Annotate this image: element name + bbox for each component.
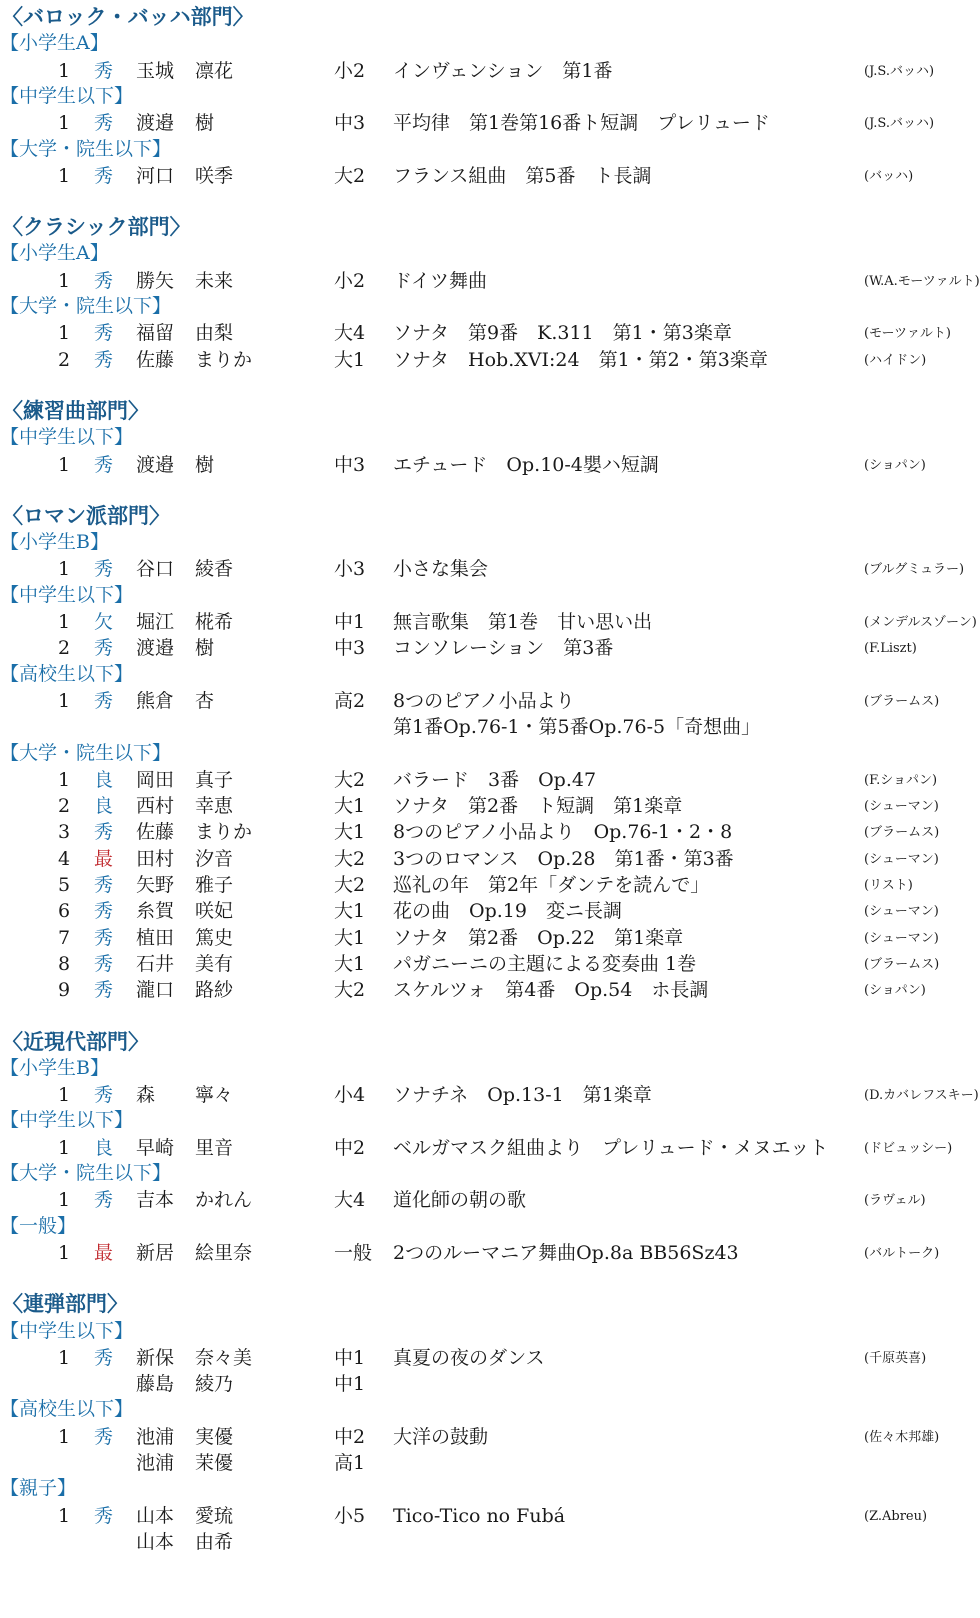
entry-piece: 大洋の鼓動 [393, 1425, 489, 1448]
entry-composer: (バッハ) [864, 168, 914, 184]
entry-family: 熊倉 [136, 689, 175, 712]
entry-rank: 1 [58, 558, 71, 581]
entry-grade: 高2 [334, 689, 366, 712]
entry-piece: ソナタ Hob.XVI:24 第1・第2・第3楽章 [393, 348, 768, 371]
entry-given: 凛花 [195, 59, 234, 82]
entry-family: 河口 [136, 164, 175, 187]
entry-rank: 1 [58, 768, 71, 791]
entry-award: 良 [94, 795, 114, 818]
entry-composer: (J.S.バッハ) [864, 63, 935, 79]
entry-composer: (F.Liszt) [864, 641, 917, 657]
entry-family: 佐藤 [136, 348, 175, 371]
entry-grade: 中3 [334, 112, 366, 135]
entry-family: 植田 [136, 926, 175, 949]
entry-row [0, 793, 980, 820]
entry-grade: 一般 [334, 1241, 373, 1264]
entry-row [0, 268, 980, 295]
entry-rank: 3 [58, 821, 71, 844]
entry-award: 秀 [94, 269, 114, 292]
entry-given: 樹 [195, 453, 215, 476]
entry-composer: (ブルグミュラー) [864, 562, 965, 578]
entry-grade: 大1 [334, 926, 366, 949]
entry-family: 瀧口 [136, 979, 175, 1002]
entry-composer: (ブラームス) [864, 956, 940, 972]
entry-given: 樹 [195, 637, 215, 660]
entry-piece: インヴェンション 第1番 [393, 59, 613, 82]
entry-grade: 大4 [334, 1189, 366, 1212]
entry-composer: (ラヴェル) [864, 1193, 926, 1209]
entry-award: 秀 [94, 558, 114, 581]
entry-rank: 1 [58, 1346, 71, 1369]
entry-grade: 大2 [334, 979, 366, 1002]
entry-row [0, 1450, 980, 1477]
entry-row [0, 58, 980, 85]
entry-grade: 小5 [334, 1504, 366, 1527]
entry-award: 秀 [94, 1084, 114, 1107]
entry-given: 幸恵 [195, 795, 234, 818]
section-title: 〈近現代部門〉 [2, 1028, 149, 1054]
entry-award: 秀 [94, 1425, 114, 1448]
entry-composer: (モーツァルト) [864, 326, 951, 342]
entry-row [0, 688, 980, 715]
category-label: 【中学生以下】 [0, 583, 134, 606]
entry-composer: (J.S.バッハ) [864, 116, 935, 132]
entry-piece: 3つのロマンス Op.28 第1番・第3番 [393, 847, 734, 870]
entry-row [0, 452, 980, 479]
entry-rank: 1 [58, 1425, 71, 1448]
entry-composer: (シューマン) [864, 930, 939, 946]
entry-grade: 大1 [334, 348, 366, 371]
entry-family: 池浦 [136, 1452, 175, 1474]
entry-row [0, 1503, 980, 1530]
category-label: 【中学生以下】 [0, 426, 134, 449]
entry-given: まりか [195, 348, 253, 371]
entry-row [0, 1135, 980, 1162]
entry-rank: 1 [58, 59, 71, 82]
entry-family: 森 [136, 1084, 156, 1107]
section-title: 〈連弾部門〉 [2, 1291, 128, 1317]
entry-rank: 8 [58, 952, 71, 975]
entry-composer: (ブラームス) [864, 825, 940, 841]
entry-grade: 中3 [334, 637, 366, 660]
category-label: 【小学生A】 [0, 242, 109, 265]
entry-award: 秀 [94, 348, 114, 371]
entry-family: 藤島 [136, 1373, 175, 1396]
entry-rank: 1 [58, 1136, 71, 1159]
entry-grade: 小4 [334, 1084, 366, 1107]
entry-given: 美有 [195, 952, 234, 975]
entry-row [0, 1240, 980, 1267]
entry-rank: 7 [58, 926, 71, 949]
entry-given: 真子 [195, 768, 234, 791]
entry-award: 秀 [94, 900, 114, 923]
entry-rank: 6 [58, 900, 71, 923]
entry-award: 秀 [94, 1346, 114, 1369]
entry-grade: 大1 [334, 952, 366, 975]
entry-award: 秀 [94, 453, 114, 476]
entry-given: 由希 [195, 1530, 234, 1553]
category-label: 【高校生以下】 [0, 1398, 134, 1421]
entry-composer: (シューマン) [864, 904, 939, 920]
entry-award: 最 [94, 847, 114, 870]
entry-row [0, 1187, 980, 1214]
entry-grade: 小2 [334, 269, 366, 292]
entry-given: 未来 [195, 269, 234, 292]
entry-rank: 2 [58, 348, 71, 371]
entry-composer: (F.ショパン) [864, 772, 938, 788]
entry-grade: 小3 [334, 558, 366, 581]
entry-rank: 9 [58, 979, 71, 1002]
entry-family: 矢野 [136, 874, 175, 896]
entry-piece: ソナチネ Op.13-1 第1楽章 [393, 1084, 652, 1107]
entry-award: 良 [94, 768, 114, 791]
entry-row [0, 714, 980, 741]
entry-family: 新居 [136, 1241, 175, 1264]
section-title: 〈練習曲部門〉 [2, 397, 149, 423]
entry-given: 杏 [195, 689, 215, 712]
entry-piece: スケルツォ 第4番 Op.54 ホ長調 [393, 979, 709, 1002]
entry-piece: 小さな集会 [393, 558, 489, 581]
entry-row [0, 347, 980, 374]
entry-award: 欠 [94, 611, 114, 633]
entry-row [0, 898, 980, 925]
entry-composer: (メンデルスゾーン) [864, 615, 977, 630]
entry-family: 渡邉 [136, 637, 175, 660]
entry-grade: 中1 [334, 1346, 366, 1369]
entry-family: 山本 [136, 1530, 175, 1553]
entry-grade: 中1 [334, 611, 366, 633]
entry-given: 汐音 [195, 847, 234, 870]
entry-piece: パガニーニの主題による変奏曲 1巻 [393, 952, 697, 975]
entry-composer: (W.A.モーツァルト) [864, 273, 980, 289]
entry-composer: (D.カバレフスキー) [864, 1088, 979, 1104]
entry-family: 糸賀 [136, 900, 175, 923]
entry-piece: 2つのルーマニア舞曲Op.8a BB56Sz43 [393, 1241, 739, 1264]
entry-rank: 1 [58, 1189, 71, 1212]
entry-piece: ソナタ 第2番 ト短調 第1楽章 [393, 795, 683, 818]
entry-given: まりか [195, 821, 253, 844]
category-label: 【中学生以下】 [0, 1109, 134, 1132]
entry-given: 椛希 [195, 611, 234, 633]
entry-piece: フランス組曲 第5番 ト長調 [393, 164, 652, 187]
entry-rank: 1 [58, 112, 71, 135]
entry-rank: 1 [58, 689, 71, 712]
entry-given: 綾香 [195, 558, 234, 581]
entry-composer: (千原英喜) [864, 1350, 927, 1366]
entry-row [0, 1424, 980, 1451]
entry-family: 西村 [136, 795, 175, 818]
entry-given: 由梨 [195, 322, 234, 345]
entry-given: 茉優 [195, 1452, 234, 1474]
section-title: 〈ロマン派部門〉 [2, 502, 170, 528]
entry-award: 秀 [94, 637, 114, 660]
entry-family: 山本 [136, 1504, 175, 1527]
entry-given: 里音 [195, 1136, 234, 1159]
entry-piece: 無言歌集 第1巻 甘い思い出 [393, 611, 653, 633]
entry-piece: 第1番Op.76-1・第5番Op.76-5「奇想曲」 [393, 716, 761, 739]
entry-family: 福留 [136, 322, 175, 345]
entry-given: 路紗 [195, 979, 234, 1002]
entry-composer: (Z.Abreu) [864, 1508, 928, 1524]
category-label: 【小学生B】 [0, 531, 109, 554]
entry-composer: (シューマン) [864, 799, 939, 815]
entry-piece: 花の曲 Op.19 変ニ長調 [393, 900, 622, 923]
entry-rank: 1 [58, 269, 71, 292]
entry-award: 秀 [94, 164, 114, 187]
entry-rank: 1 [58, 1084, 71, 1107]
entry-family: 勝矢 [136, 269, 175, 292]
entry-piece: 巡礼の年 第2年「ダンテを読んで」 [393, 874, 710, 896]
entry-rank: 1 [58, 1241, 71, 1264]
entry-family: 佐藤 [136, 821, 175, 844]
entry-award: 秀 [94, 952, 114, 975]
category-label: 【大学・院生以下】 [0, 137, 172, 160]
entry-row [0, 320, 980, 347]
entry-row [0, 1082, 980, 1109]
entry-composer: (シューマン) [864, 851, 939, 867]
entry-given: 綾乃 [195, 1373, 234, 1396]
entry-piece: バラード 3番 Op.47 [393, 768, 597, 791]
entry-piece: ソナタ 第9番 K.311 第1・第3楽章 [393, 322, 732, 345]
entry-piece: 真夏の夜のダンス [393, 1346, 545, 1369]
entry-award: 秀 [94, 322, 114, 345]
entry-grade: 中1 [334, 1373, 366, 1396]
entry-given: 絵里奈 [195, 1241, 253, 1264]
entry-award: 最 [94, 1241, 114, 1264]
entry-composer: (佐々木邦雄) [864, 1429, 940, 1445]
entry-composer: (ハイドン) [864, 352, 927, 368]
entry-family: 谷口 [136, 558, 175, 581]
entry-given: 寧々 [195, 1084, 234, 1107]
category-label: 【一般】 [0, 1214, 77, 1237]
entry-piece: Tico-Tico no Fubá [393, 1504, 566, 1527]
entry-family: 堀江 [136, 611, 175, 633]
entry-piece: エチュード Op.10-4嬰ハ短調 [393, 453, 659, 476]
entry-row [0, 819, 980, 846]
section-title: 〈クラシック部門〉 [2, 214, 191, 240]
entry-row [0, 1529, 980, 1556]
category-label: 【大学・院生以下】 [0, 741, 172, 764]
entry-given: 咲妃 [195, 900, 234, 923]
entry-row [0, 1345, 980, 1372]
entry-row [0, 951, 980, 978]
entry-given: かれん [195, 1189, 253, 1212]
entry-grade: 中3 [334, 453, 366, 476]
entry-family: 池浦 [136, 1425, 175, 1448]
entry-grade: 大1 [334, 821, 366, 844]
entry-given: 咲季 [195, 164, 234, 187]
entry-award: 秀 [94, 112, 114, 135]
entry-piece: 平均律 第1巻第16番ト短調 プレリュード [393, 112, 770, 135]
entry-grade: 大1 [334, 795, 366, 818]
entry-composer: (ドビュッシー) [864, 1140, 953, 1156]
entry-award: 秀 [94, 1189, 114, 1212]
entry-row [0, 1371, 980, 1398]
entry-composer: (ブラームス) [864, 693, 940, 709]
entry-grade: 小2 [334, 59, 366, 82]
entry-grade: 中2 [334, 1425, 366, 1448]
entry-row [0, 110, 980, 137]
entry-rank: 5 [58, 874, 71, 896]
entry-piece: 道化師の朝の歌 [393, 1189, 527, 1212]
entry-piece: 8つのピアノ小品より [393, 689, 575, 712]
entry-composer: (リスト) [864, 878, 913, 893]
category-label: 【小学生A】 [0, 32, 109, 55]
entry-award: 秀 [94, 979, 114, 1002]
category-label: 【高校生以下】 [0, 662, 134, 685]
entry-award: 秀 [94, 926, 114, 949]
entry-piece: ベルガマスク組曲より プレリュード・メヌエット [393, 1136, 829, 1159]
entry-row [0, 556, 980, 583]
entry-row [0, 635, 980, 662]
entry-composer: (バルトーク) [864, 1245, 940, 1261]
entry-row [0, 846, 980, 873]
entry-family: 渡邉 [136, 112, 175, 135]
entry-award: 秀 [94, 821, 114, 844]
entry-family: 田村 [136, 847, 175, 870]
entry-family: 新保 [136, 1346, 175, 1369]
entry-given: 実優 [195, 1425, 234, 1448]
entry-family: 渡邉 [136, 453, 175, 476]
entry-rank: 1 [58, 322, 71, 345]
entry-award: 秀 [94, 874, 114, 896]
entry-family: 吉本 [136, 1189, 175, 1212]
entry-rank: 1 [58, 453, 71, 476]
entry-award: 良 [94, 1136, 114, 1159]
category-label: 【大学・院生以下】 [0, 295, 172, 317]
entry-piece: コンソレーション 第3番 [393, 637, 614, 660]
entry-grade: 大2 [334, 164, 366, 187]
entry-row [0, 872, 980, 899]
entry-grade: 大2 [334, 874, 366, 896]
entry-rank: 1 [58, 611, 71, 633]
entry-row [0, 977, 980, 1004]
entry-rank: 2 [58, 637, 71, 660]
entry-given: 愛琉 [195, 1504, 234, 1527]
entry-award: 秀 [94, 689, 114, 712]
entry-row [0, 767, 980, 794]
entry-rank: 1 [58, 164, 71, 187]
entry-given: 篤史 [195, 926, 234, 949]
entry-grade: 大2 [334, 768, 366, 791]
category-label: 【大学・院生以下】 [0, 1162, 172, 1184]
entry-row [0, 925, 980, 952]
entry-row [0, 609, 980, 636]
entry-given: 奈々美 [195, 1346, 253, 1369]
entry-award: 秀 [94, 59, 114, 82]
category-label: 【小学生B】 [0, 1056, 109, 1079]
entry-rank: 1 [58, 1504, 71, 1527]
entry-family: 早崎 [136, 1136, 175, 1159]
entry-composer: (ショパン) [864, 457, 926, 473]
entry-row [0, 163, 980, 190]
entry-piece: 8つのピアノ小品より Op.76-1・2・8 [393, 821, 733, 844]
entry-grade: 大4 [334, 322, 366, 345]
category-label: 【親子】 [0, 1477, 77, 1500]
entry-award: 秀 [94, 1504, 114, 1527]
entry-family: 石井 [136, 952, 175, 975]
entry-grade: 大1 [334, 900, 366, 923]
entry-grade: 中2 [334, 1136, 366, 1159]
entry-grade: 大2 [334, 847, 366, 870]
entry-piece: ソナタ 第2番 Op.22 第1楽章 [393, 926, 684, 949]
entry-given: 樹 [195, 112, 215, 135]
entry-piece: ドイツ舞曲 [393, 269, 488, 292]
entry-family: 岡田 [136, 768, 175, 791]
section-title: 〈バロック・バッハ部門〉 [2, 4, 254, 29]
category-label: 【中学生以下】 [0, 84, 134, 107]
entry-grade: 高1 [334, 1452, 366, 1474]
entry-composer: (ショパン) [864, 983, 926, 999]
entry-given: 雅子 [195, 874, 234, 896]
category-label: 【中学生以下】 [0, 1319, 134, 1342]
entry-rank: 2 [58, 795, 71, 818]
entry-rank: 4 [58, 847, 71, 870]
entry-family: 玉城 [136, 59, 175, 82]
